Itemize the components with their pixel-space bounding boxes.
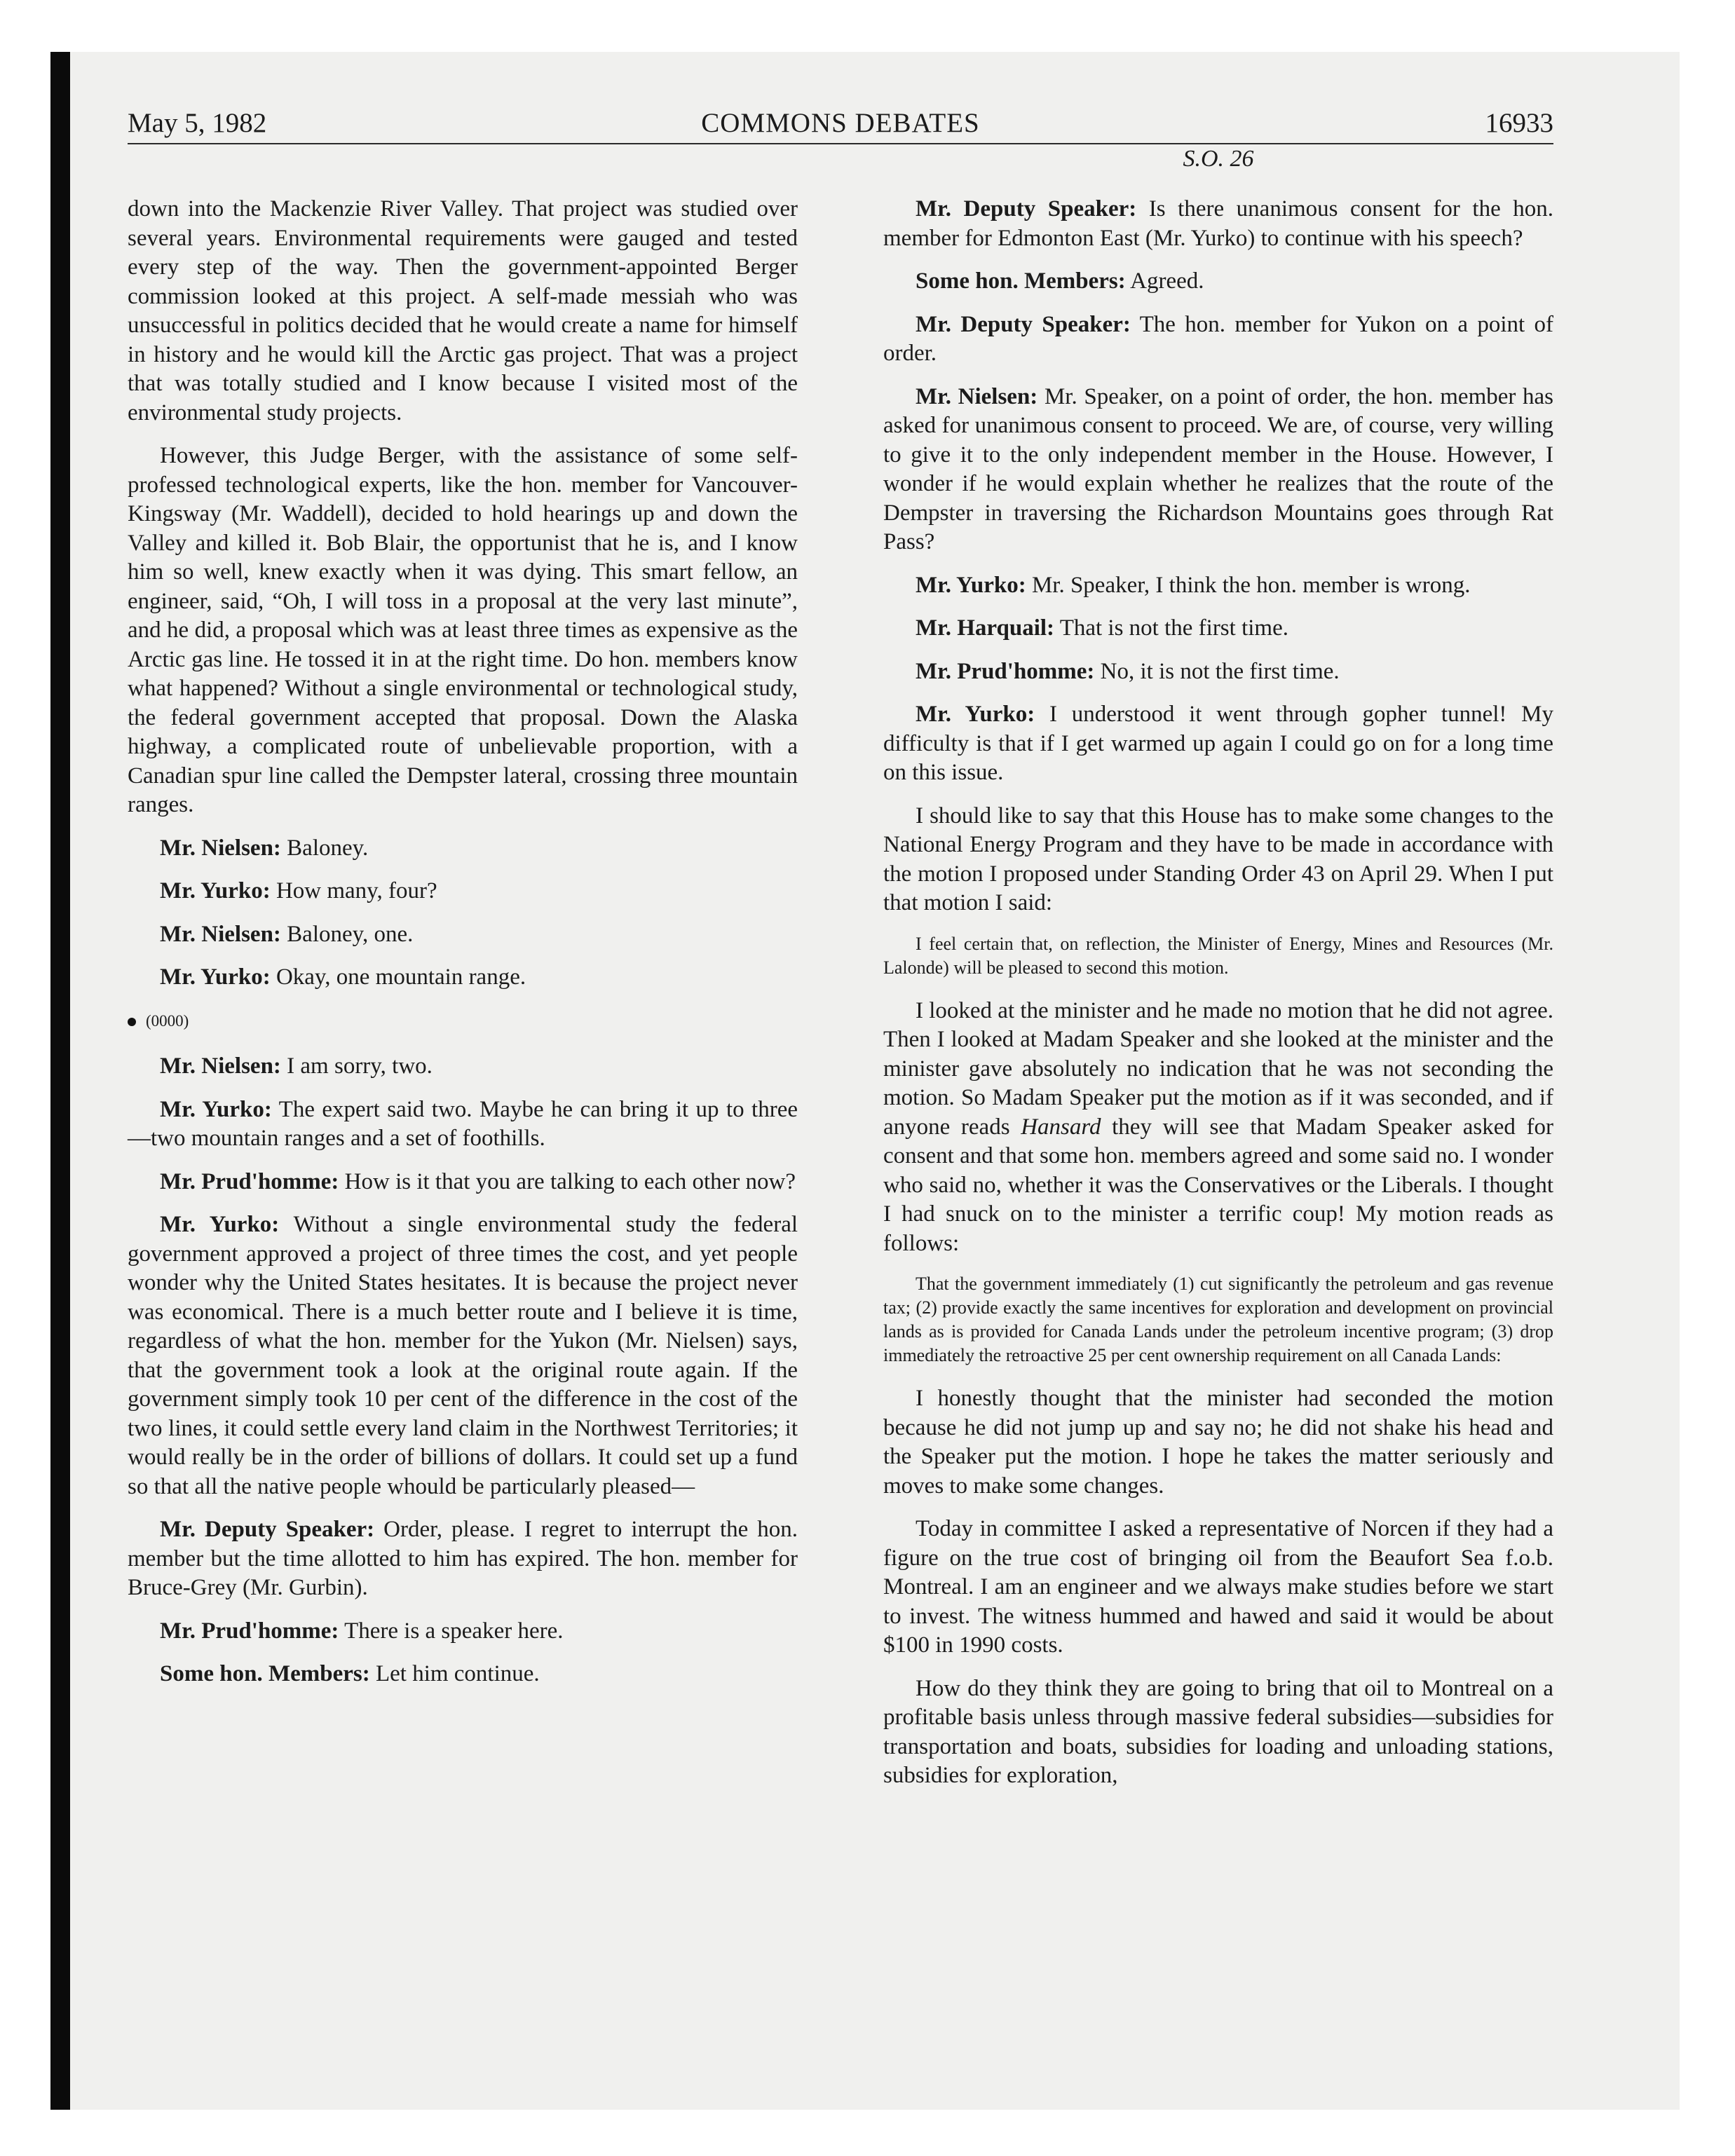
speech-text: I understood it went through gopher tunnel! My difficulty is that if I get warmed up again I could go on for a long time on this issue. [883,702,1554,785]
right-column [883,195,1553,1805]
speaker-name: Mr. Deputy Speaker: [916,311,1131,337]
speech-text: Agreed. [1130,268,1204,294]
speaker-name: Some hon. Members: [160,1661,370,1686]
speech-entry [883,657,1553,687]
paragraph [883,997,1553,1259]
speaker-name: Mr. Prud'homme: [160,1168,339,1194]
speaker-name: Mr. Nielsen: [916,383,1038,409]
speech-text: Baloney. [287,835,369,861]
time-marker-text: (0000) [146,1011,189,1030]
paragraph: I should like to say that this House has to make some changes to the National Energy Program and they have to be made in accordance with the motion I proposed under Standing Order 43 on April 29. When I put that motion I said: [883,803,1553,915]
speaker-name: Mr. Yurko: [916,572,1026,598]
paragraph-text: I looked at the minister and he made no motion that he did not agree. Then I looked at Madam Speaker and she looked at the minister and the minister gave absolutely no indication that he was not seconding the motion. So Madam Speaker put the motion as if it was seconded, and if anyone reads [883,997,1553,1140]
header-page-number: 16933 [1485,108,1553,138]
speech-text: Is there unanimous consent for the hon. member for Edmonton East (Mr. Yurko) to continue with his speech? [883,196,1553,251]
speaker-name: Mr. Yurko: [160,1096,272,1122]
speech-text: How is it that you are talking to each other now? [344,1168,796,1194]
speaker-name: Mr. Prud'homme: [916,658,1095,684]
header-title: COMMONS DEBATES [701,108,980,138]
paragraph: I honestly thought that the minister had seconded the motion because he did not jump up and say no; he did not shake his head and the Speaker put the motion. I hope he takes the matter seriously and moves to make some changes. [883,1386,1553,1499]
speech-entry [128,877,798,906]
speaker-name: Mr. Yurko: [916,702,1035,727]
speech-entry [128,1210,798,1501]
paragraph: How do they think they are going to bring that oil to Montreal on a profitable basis unless through massive federal subsidies—subsidies for transportation and boats, subsidies for loading and unloading stations, subsidies for exploration, [883,1675,1553,1788]
speaker-name: Mr. Nielsen: [160,1053,281,1079]
speaker-name: Mr. Yurko: [160,878,271,903]
paragraph-text: they will see that Madam Speaker asked for consent and that some hon. members agreed and some said no. I wonder who said no, whether it was the Conservatives or the Liberals. I thought I had snuck on to the minister a terrific coup! My motion reads as follows: [883,1114,1554,1256]
speech-entry [128,1168,798,1197]
speaker-name: Mr. Nielsen: [160,835,281,861]
section-label: S.O. 26 [1183,146,1254,172]
speaker-name: Mr. Harquail: [916,615,1055,641]
speech-entry [128,920,798,950]
speech-entry [128,1096,798,1154]
speech-text: Without a single environmental study the federal government approved a project of three times the cost, and yet people wonder why the United States hesitates. It is because the project never was economical. There is a much better route and I believe it is time, regardless of what the hon. member for the Yukon (Mr. Nielsen) says, that the government took a look at the original route again. If the government simply took 10 per cent of the difference in the cost of the two lines, it could settle every land claim in the Northwest Territories; it would really be in the order of billions of dollars. It could set up a fund so that all the native people whould be particularly pleased— [128,1212,798,1499]
speech-entry [883,700,1553,788]
block-quote: I feel certain that, on reflection, the Minister of Energy, Mines and Resources (Mr. Lalonde) will be pleased to second this motion. [883,933,1553,978]
speech-entry [883,267,1553,296]
block-quote: That the government immediately (1) cut significantly the petroleum and gas revenue tax; (2) provide exactly the same incentives for exploration and development on provincial lands as is provided for Canada Lands under the petroleum incentive program; (3) drop immediately the retroactive 25 per cent ownership requirement on all Canada Lands: [883,1274,1553,1365]
speech-entry [883,614,1553,643]
speech-entry [883,195,1553,253]
speech-entry [883,311,1553,369]
speaker-name: Mr. Prud'homme: [160,1618,339,1644]
scan-binding-edge [50,52,70,2110]
paragraph: However, this Judge Berger, with the assistance of some self-professed technological experts, like the hon. member for Vancouver-Kingsway (Mr. Waddell), decided to hold hearings up and down the Valley and killed it. Bob Blair, the opportunist that he is, and I know him so well, knew exactly when it was dying. This smart fellow, an engineer, said, “Oh, I will toss in a proposal at the very last minute”, and he did, a proposal which was at least three times as expensive as the Arctic gas line. He tossed it in at the right time. Do hon. members know what happened? Without a single environmental or technological study, the federal government accepted that proposal. Down the Alaska highway, a complicated route of unbelievable proportion, with a Canadian spur line called the Dempster lateral, crossing three mountain ranges. [128,443,798,817]
speech-text: The hon. member for Yukon on a point of order. [883,311,1554,366]
speaker-name: Mr. Deputy Speaker: [916,196,1137,221]
speech-text: No, it is not the first time. [1100,658,1340,684]
italic-term: Hansard [1021,1114,1101,1140]
speaker-name: Mr. Yurko: [160,964,271,990]
bullet-dot-icon [128,1018,136,1026]
paragraph: down into the Mackenzie River Valley. That project was studied over several years. Environmental requirements were gauged and tested every step of the way. Then the government-appointed Berger commission looked at this project. A self-made messiah who was unsuccessful in politics decided that he would create a name for himself in history and he would kill the Arctic gas project. That was a project that was totally studied and I know because I visited most of the environmental study projects. [128,196,798,425]
speech-text: That is not the first time. [1059,615,1288,641]
speech-text: There is a speaker here. [344,1618,564,1644]
speech-text: Mr. Speaker, I think the hon. member is wrong. [1031,572,1471,598]
speech-entry [883,571,1553,601]
speech-text: Order, please. I regret to interrupt the hon. member but the time allotted to him has expired. The hon. member for Bruce-Grey (Mr. Gurbin). [128,1517,798,1600]
page-header [128,98,1553,144]
header-date: May 5, 1982 [128,108,267,138]
speech-entry [128,1617,798,1646]
speaker-name: Mr. Yurko: [160,1212,280,1237]
paragraph: Today in committee I asked a representative of Norcen if they had a figure on the true cost of bringing oil from the Beaufort Sea f.o.b. Montreal. I am an engineer and we always make studies before we start to invest. The witness hummed and hawed and said it would be about $100 in 1990 costs. [883,1516,1553,1658]
speech-text: The expert said two. Maybe he can bring it up to three—two mountain ranges and a set of foothills. [128,1096,798,1151]
speech-entry [883,383,1553,557]
speech-entry [128,1660,798,1689]
speech-text: Baloney, one. [287,921,414,947]
speech-text: Mr. Speaker, on a point of order, the hon. member has asked for unanimous consent to proceed. We are, of course, very willing to give it to the only independent member in the House. However, I wonder if he would explain whether he realizes that the route of the Dempster in traversing the Richardson Mountains goes through Rat Pass? [883,383,1553,554]
speech-entry [128,1052,798,1082]
left-column [128,195,798,1703]
speech-text: Let him continue. [375,1661,540,1686]
speech-text: How many, four? [275,878,437,903]
speech-entry [128,1515,798,1603]
speaker-name: Some hon. Members: [916,268,1126,294]
speech-entry [128,963,798,992]
speech-text: I am sorry, two. [287,1053,433,1079]
time-marker [128,1007,798,1036]
speaker-name: Mr. Deputy Speaker: [160,1517,375,1542]
speech-text: Okay, one mountain range. [275,964,526,990]
speech-entry [128,834,798,864]
speaker-name: Mr. Nielsen: [160,921,281,947]
